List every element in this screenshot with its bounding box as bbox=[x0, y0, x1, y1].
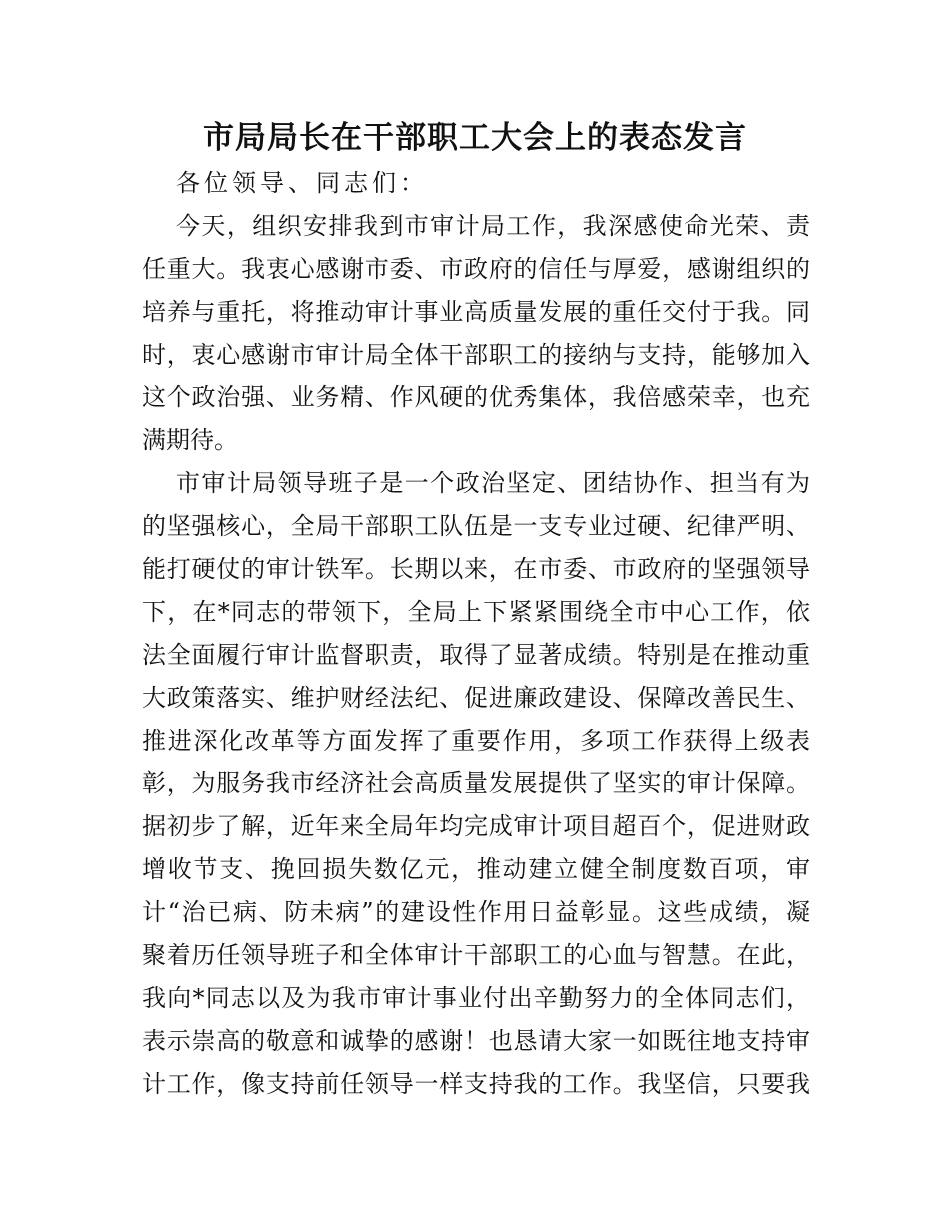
paragraph bbox=[142, 462, 810, 1105]
paragraph-line: 今天，组织安排我到市审计局工作，我深感使命光荣、责 bbox=[176, 211, 810, 240]
paragraph bbox=[142, 205, 810, 462]
paragraph-line: 计“治已病、防未病”的建设性作用日益彰显。这些成绩，凝 bbox=[142, 898, 810, 927]
paragraphs bbox=[142, 205, 810, 1106]
paragraph-line: 培养与重托，将推动审计事业高质量发展的重任交付于我。同 bbox=[142, 297, 810, 326]
paragraph-line: 下，在*同志的带领下，全局上下紧紧围绕全市中心工作，依 bbox=[142, 597, 810, 626]
greeting: 各位领导、同志们： bbox=[176, 169, 428, 197]
paragraph-line: 的坚强核心，全局干部职工队伍是一支专业过硬、纪律严明、 bbox=[142, 512, 810, 541]
paragraph-line: 聚着历任领导班子和全体审计干部职工的心血与智慧。在此， bbox=[142, 941, 810, 970]
paragraph-line: 据初步了解，近年来全局年均完成审计项目超百个，促进财政 bbox=[142, 812, 810, 841]
paragraph-line: 能打硬仗的审计铁军。长期以来，在市委、市政府的坚强领导 bbox=[142, 555, 810, 584]
paragraph-line: 增收节支、挽回损失数亿元，推动建立健全制度数百项，审 bbox=[142, 855, 810, 884]
paragraph-line: 计工作，像支持前任领导一样支持我的工作。我坚信，只要我 bbox=[142, 1069, 810, 1098]
paragraph-line: 彰，为服务我市经济社会高质量发展提供了坚实的审计保障。 bbox=[142, 769, 810, 798]
paragraph-line: 表示崇高的敬意和诚挚的感谢！也恳请大家一如既往地支持审 bbox=[142, 1026, 810, 1055]
paragraph-line: 大政策落实、维护财经法纪、促进廉政建设、保障改善民生、 bbox=[142, 683, 810, 712]
paragraph-line: 任重大。我衷心感谢市委、市政府的信任与厚爱，感谢组织的 bbox=[142, 254, 810, 283]
paragraph-line: 我向*同志以及为我市审计事业付出辛勤努力的全体同志们， bbox=[142, 983, 810, 1012]
document-title: 市局局长在干部职工大会上的表态发言 bbox=[203, 120, 747, 156]
paragraph-line: 市审计局领导班子是一个政治坚定、团结协作、担当有为 bbox=[176, 469, 810, 498]
paragraph-line: 满期待。 bbox=[142, 426, 238, 455]
paragraph-line: 这个政治强、业务精、作风硬的优秀集体，我倍感荣幸，也充 bbox=[142, 383, 810, 412]
document-body bbox=[142, 162, 810, 1106]
paragraph-line: 推进深化改革等方面发挥了重要作用，多项工作获得上级表 bbox=[142, 726, 810, 755]
paragraph-line: 时，衷心感谢市审计局全体干部职工的接纳与支持，能够加入 bbox=[142, 340, 810, 369]
paragraph-line: 法全面履行审计监督职责，取得了显著成绩。特别是在推动重 bbox=[142, 640, 810, 669]
